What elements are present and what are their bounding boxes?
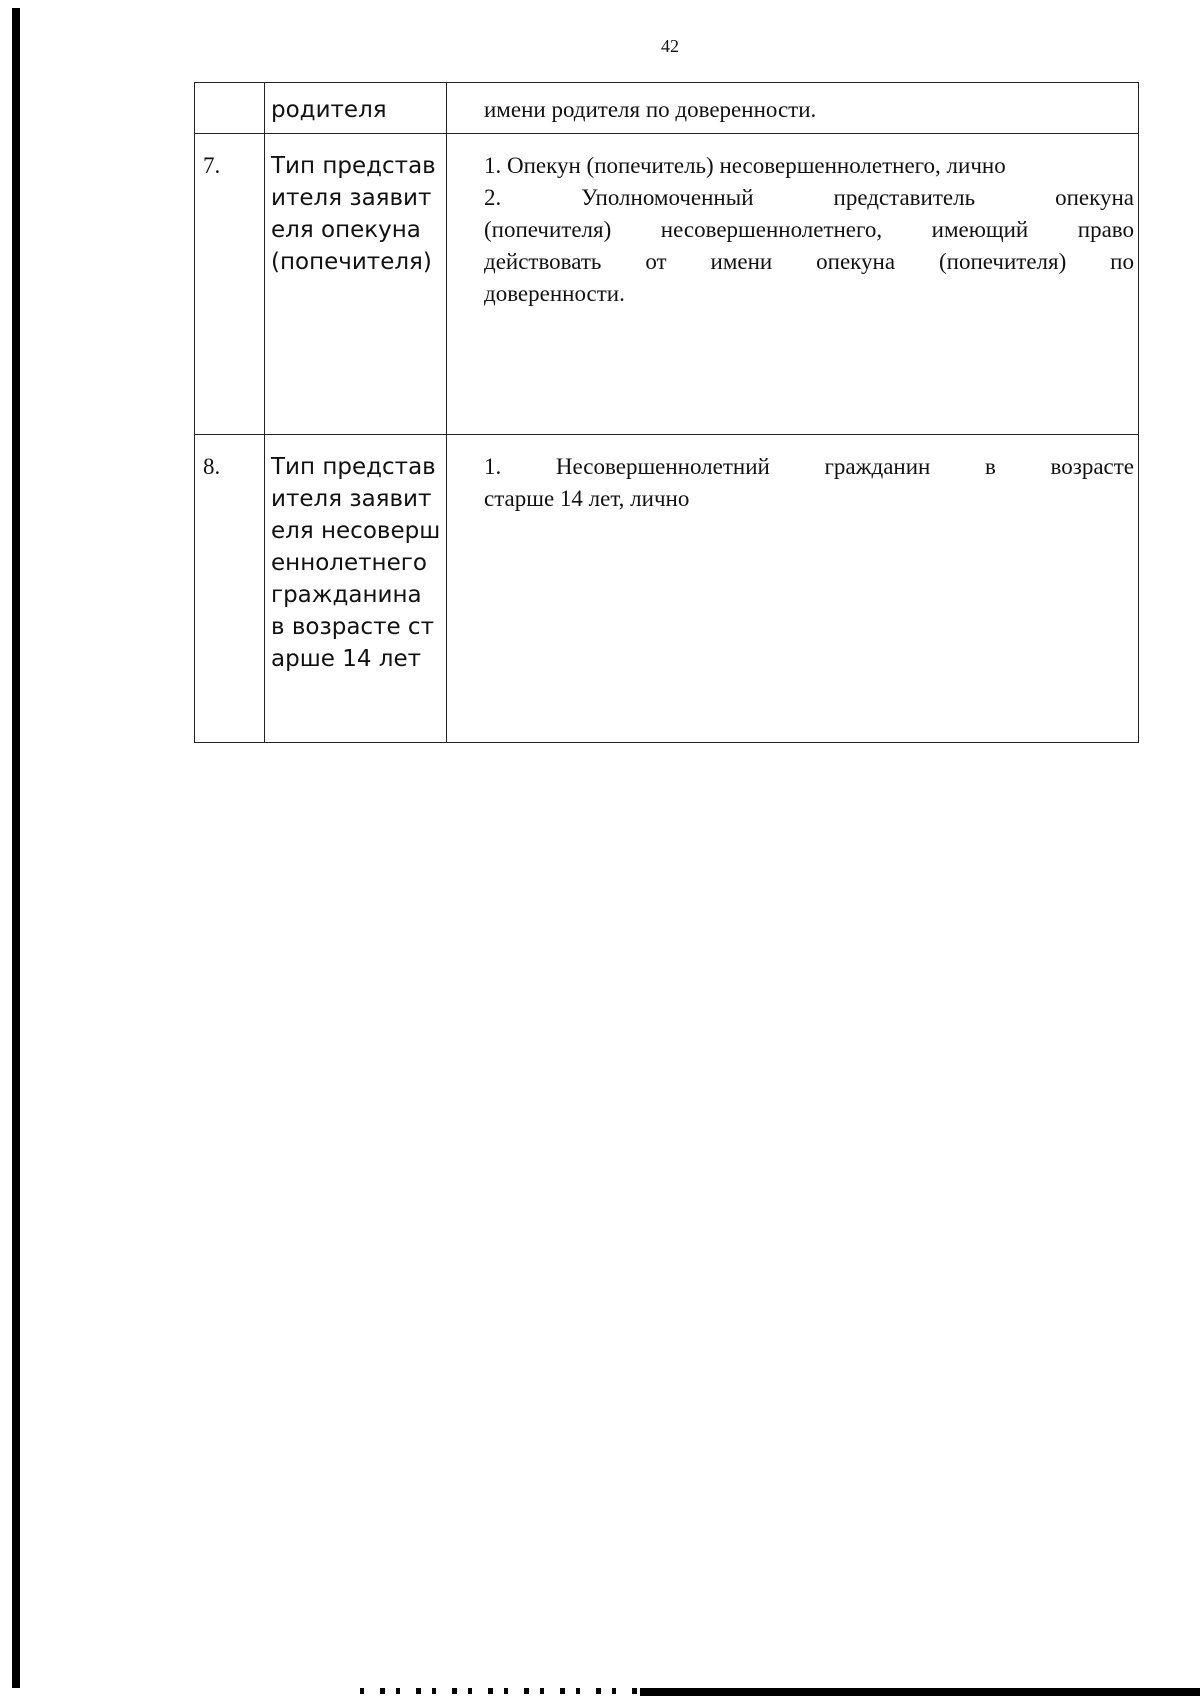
scan-edge-bottom xyxy=(640,1688,1200,1696)
description-line: старше 14 лет, лично xyxy=(484,486,690,511)
services-table xyxy=(194,82,1139,743)
representative-description xyxy=(447,435,1139,743)
page-number: 42 xyxy=(661,36,679,56)
representative-description xyxy=(447,134,1139,435)
description-line: 1. Несовершеннолетний гражданин в возрасте xyxy=(484,454,1134,479)
description-line: (попечителя) несовершеннолетнего, имеющий право xyxy=(484,217,1134,242)
row-number: 8. xyxy=(195,435,265,743)
description-line: имени родителя по доверенности. xyxy=(484,97,817,122)
row-number xyxy=(195,83,265,134)
description-line: 1. Опекун (попечитель) несовершеннолетнего, лично xyxy=(484,153,1006,178)
table-row xyxy=(195,134,1139,435)
description-line: 2. Уполномоченный представитель опекуна xyxy=(484,185,1134,210)
representative-description xyxy=(447,83,1139,134)
representative-type: родителя xyxy=(265,83,447,134)
description-line: действовать от имени опекуна (попечителя) по xyxy=(484,249,1134,274)
row-number: 7. xyxy=(195,134,265,435)
table-row xyxy=(195,83,1139,134)
scan-edge-left xyxy=(12,8,20,1688)
table-row xyxy=(195,435,1139,743)
representative-type: Тип представителя заявителя несовершеннолетнего гражданина в возрасте старше 14 лет xyxy=(265,435,447,743)
scan-specks xyxy=(360,1688,640,1694)
representative-type: Тип представителя заявителя опекуна (попечителя) xyxy=(265,134,447,435)
description-line: доверенности. xyxy=(484,281,625,306)
